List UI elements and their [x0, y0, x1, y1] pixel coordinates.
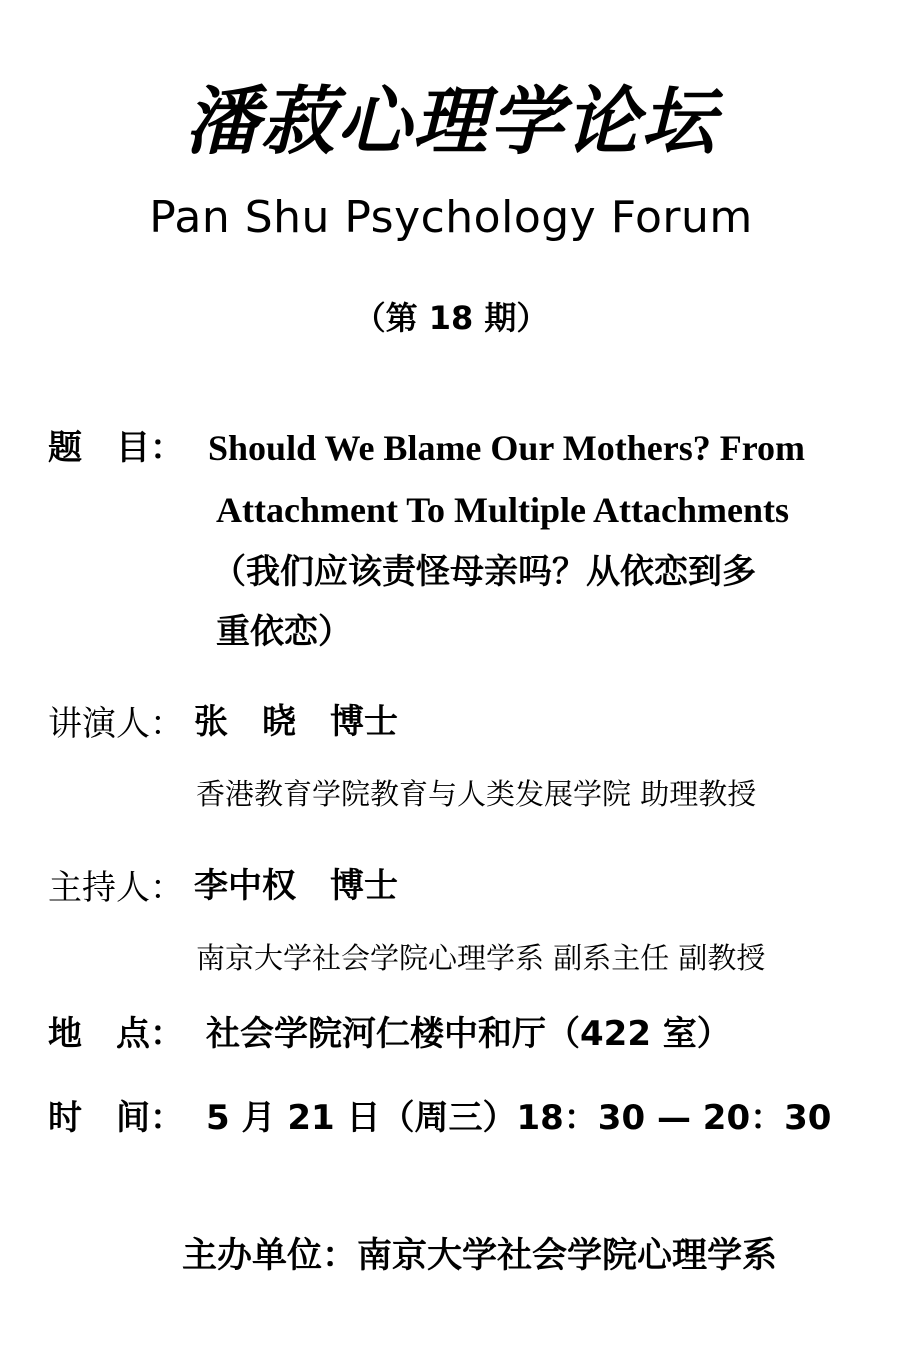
location-value: 社会学院河仁楼中和厅（422 室）	[206, 1014, 731, 1054]
issue-number: （第 18 期）	[353, 299, 549, 337]
time-label: 时 间：	[48, 1098, 184, 1138]
speaker-label: 讲演人：	[48, 704, 184, 744]
forum-title-english: Pan Shu Psychology Forum	[149, 192, 753, 243]
organizer: 主办单位：南京大学社会学院心理学系	[182, 1236, 778, 1276]
host-label: 主持人：	[48, 868, 184, 908]
topic-chinese-line-1: （我们应该责怪母亲吗？从依恋到多	[212, 552, 756, 592]
topic-chinese-line-2: 重依恋）	[216, 612, 352, 652]
speaker-name: 张 晓 博士	[194, 702, 398, 742]
forum-title-chinese: 潘菽心理学论坛	[185, 79, 717, 165]
location-label: 地 点：	[48, 1014, 184, 1054]
topic-label: 题 目：	[48, 428, 184, 468]
topic-english-line-1: Should We Blame Our Mothers? From	[208, 428, 806, 468]
host-name: 李中权 博士	[194, 866, 398, 906]
time-value: 5 月 21 日（周三）18：30 — 20：30	[206, 1098, 832, 1138]
speaker-affiliation: 香港教育学院教育与人类发展学院 助理教授	[196, 777, 757, 811]
topic-english-line-2: Attachment To Multiple Attachments	[216, 490, 789, 530]
host-affiliation: 南京大学社会学院心理学系 副系主任 副教授	[196, 941, 766, 975]
